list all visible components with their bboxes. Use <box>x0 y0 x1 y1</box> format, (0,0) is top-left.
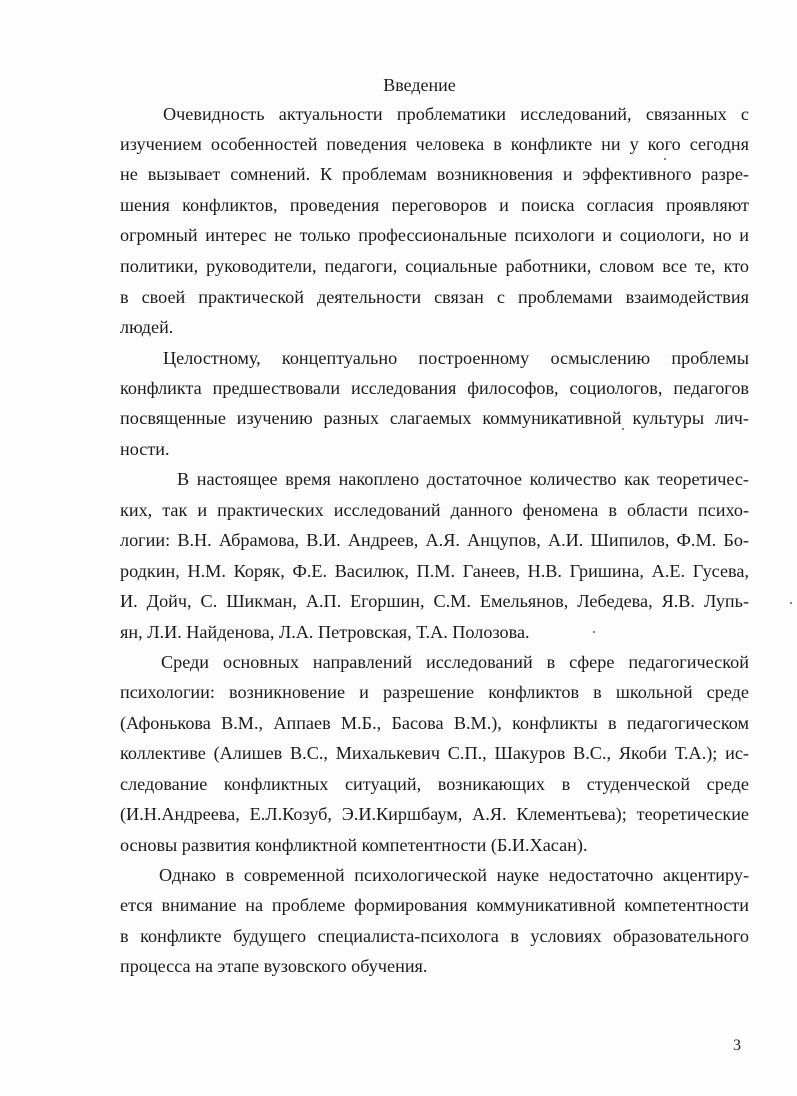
page-number: 3 <box>733 1037 741 1054</box>
text-line: посвященные изучению разных слагаемых коммуникативной культуры лич- <box>120 408 749 428</box>
text-line: В настоящее время накоплено достаточное количество как теоретичес- <box>177 469 749 489</box>
text-line: Очевидность актуальности проблематики исследований, связанных с <box>163 104 749 124</box>
text-line: процесса на этапе вузовского обучения. <box>120 956 428 976</box>
scan-speck <box>593 631 595 633</box>
text-line: людей. <box>120 317 174 337</box>
text-line: Целостному, концептуально построенному осмыслению проблемы <box>163 348 749 368</box>
text-line: Однако в современной психологической науке недостаточно акцентиру- <box>159 865 749 885</box>
text-line: ности. <box>120 439 170 459</box>
scan-speck <box>622 428 624 430</box>
scan-speck <box>790 602 792 604</box>
text-line: (Афонькова В.М., Аппаев М.Б., Басова В.М.), конфликты в педагогическом <box>120 713 749 733</box>
text-line: ян, Л.И. Найденова, Л.А. Петровская, Т.А. Полозова. <box>120 622 530 642</box>
text-line: политики, руководители, педагоги, социальные работники, словом все те, кто <box>120 256 749 276</box>
text-line: (И.Н.Андреева, Е.Л.Козуб, Э.И.Киршбаум, А.Я. Клементьева); теоретические <box>120 804 749 824</box>
text-line: конфликта предшествовали исследования философов, социологов, педагогов <box>120 378 749 398</box>
text-line: изучением особенностей поведения человека в конфликте ни у кого сегодня <box>120 134 749 154</box>
text-line: коллективе (Алишев В.С., Михалькевич С.П., Шакуров В.С., Якоби Т.А.); ис- <box>120 743 749 763</box>
text-line: логии: В.Н. Абрамова, В.И. Андреев, А.Я. Анцупов, А.И. Шипилов, Ф.М. Бо- <box>120 530 749 550</box>
text-line: основы развития конфликтной компетентности (Б.И.Хасан). <box>120 835 588 855</box>
text-line: И. Дойч, С. Шикман, А.П. Егоршин, С.М. Емельянов, Лебедева, Я.В. Лупь- <box>120 591 749 611</box>
text-line: ется внимание на проблеме формирования коммуникативной компетентности <box>120 895 749 915</box>
text-line: Среди основных направлений исследований в сфере педагогической <box>161 652 749 672</box>
text-line: шения конфликтов, проведения переговоров и поиска согласия проявляют <box>120 195 749 215</box>
text-line: в своей практической деятельности связан с проблемами взаимодействия <box>120 287 749 307</box>
text-line: огромный интерес не только профессиональные психологи и социологи, но и <box>120 225 749 245</box>
text-line: следование конфликтных ситуаций, возникающих в студенческой среде <box>120 774 749 794</box>
scan-speck <box>664 158 666 160</box>
text-line: ких, так и практических исследований данного феномена в области психо- <box>120 500 749 520</box>
text-line: психологии: возникновение и разрешение конфликтов в школьной среде <box>120 682 749 702</box>
section-title: Введение <box>383 75 456 95</box>
text-line: не вызывает сомнений. К проблемам возникновения и эффективного разре- <box>120 164 749 184</box>
text-line: родкин, Н.М. Коряк, Ф.Е. Василюк, П.М. Ганеев, Н.В. Гришина, А.Е. Гусева, <box>120 561 749 581</box>
text-line: в конфликте будущего специалиста-психолога в условиях образовательного <box>120 926 749 946</box>
